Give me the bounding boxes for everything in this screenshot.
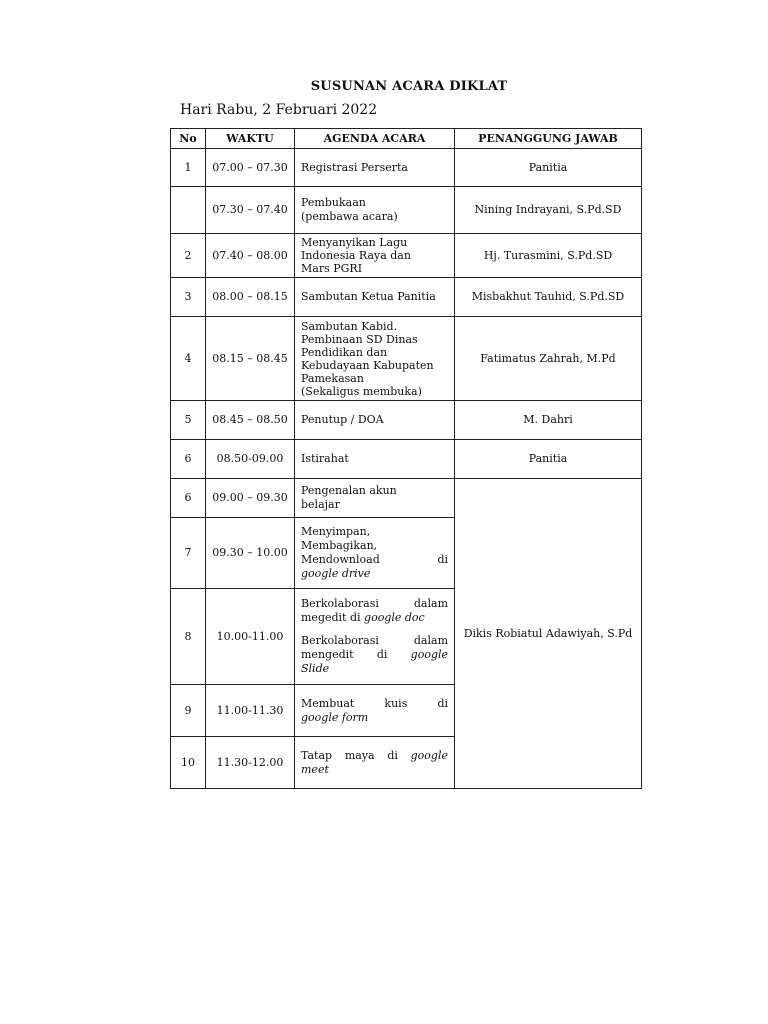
row-no: 3 [171,278,206,317]
agenda-line: Menyanyikan Lagu [301,236,408,249]
header-agenda: AGENDA ACARA [295,129,455,149]
header-pic: PENANGGUNG JAWAB [455,129,642,149]
row-agenda: Penutup / DOA [295,401,455,440]
agenda-word: Membuat [301,696,355,710]
document-date: Hari Rabu, 2 Februari 2022 [180,102,378,118]
row-no: 6 [171,440,206,479]
row-no [171,187,206,234]
row-agenda [295,589,455,685]
agenda-word: megedit di [301,611,365,624]
agenda-word: Berkolaborasi [301,597,379,610]
table-row [171,401,642,440]
agenda-line: Sambutan Kabid. [301,319,398,333]
agenda-line [301,634,448,648]
row-no: 4 [171,317,206,401]
agenda-line: Pembinaan SD Dinas [301,332,418,346]
row-time: 08.50-09.00 [206,440,295,479]
agenda-line [301,697,448,711]
document-title: SUSUNAN ACARA DIKLAT [310,79,508,94]
merged-pic-cell: Dikis Robiatul Adawiyah, S.Pd [455,479,642,789]
agenda-line-italic: meet [301,762,329,776]
table-row [171,317,642,401]
agenda-word-italic: google doc [364,611,425,624]
row-agenda [295,479,455,518]
agenda-line: Pembukaan [301,196,366,209]
agenda-line-italic: google form [301,710,369,724]
agenda-line: Menyimpan, [301,525,371,538]
agenda-word: di [437,553,448,566]
schedule-table [170,128,642,789]
agenda-word: maya [344,748,375,762]
agenda-line: (Sekaligus membuka) [301,384,422,398]
row-agenda: Istirahat [295,440,455,479]
table-row [171,187,642,234]
row-no: 6 [171,479,206,518]
table-row [171,479,642,518]
agenda-line [301,597,448,611]
agenda-line-italic: google drive [301,567,371,580]
row-time: 07.00 – 07.30 [206,149,295,187]
agenda-line [301,648,448,662]
row-time: 10.00-11.00 [206,589,295,685]
row-agenda: Sambutan Ketua Panitia [295,278,455,317]
agenda-line: Membagikan, [301,539,378,552]
agenda-line: Kebudayaan Kabupaten [301,358,434,372]
agenda-line: Pamekasan [301,371,364,385]
row-time: 08.45 – 08.50 [206,401,295,440]
row-time: 09.00 – 09.30 [206,479,295,518]
row-time: 11.00-11.30 [206,685,295,737]
row-time: 08.15 – 08.45 [206,317,295,401]
agenda-word: di [376,648,388,661]
row-pic: Panitia [455,440,642,479]
row-pic: M. Dahri [455,401,642,440]
header-no: No [171,129,206,149]
row-agenda: Registrasi Perserta [295,149,455,187]
row-agenda [295,518,455,589]
row-agenda [295,685,455,737]
table-header-row [171,129,642,149]
agenda-line: Pendidikan dan [301,345,388,359]
row-pic: Panitia [455,149,642,187]
header-time: WAKTU [206,129,295,149]
row-no: 5 [171,401,206,440]
row-pic: Hj. Turasmini, S.Pd.SD [455,234,642,278]
row-pic: Misbakhut Tauhid, S.Pd.SD [455,278,642,317]
row-no: 8 [171,589,206,685]
agenda-word: Berkolaborasi [301,634,379,647]
row-agenda [295,234,455,278]
table-row [171,278,642,317]
agenda-line: (pembawa acara) [301,210,398,223]
agenda-line: belajar [301,498,340,511]
row-pic: Nining Indrayani, S.Pd.SD [455,187,642,234]
agenda-line: Pengenalan akun [301,484,397,497]
table-row [171,440,642,479]
row-no: 7 [171,518,206,589]
agenda-word: Mendownload [301,553,380,566]
row-no: 9 [171,685,206,737]
row-time: 07.40 – 08.00 [206,234,295,278]
agenda-word: kuis [384,696,408,710]
row-agenda [295,737,455,789]
row-no: 10 [171,737,206,789]
row-time: 08.00 – 08.15 [206,278,295,317]
agenda-word: mengedit [301,648,354,661]
row-no: 1 [171,149,206,187]
row-time: 11.30-12.00 [206,737,295,789]
table-row [171,234,642,278]
row-time: 07.30 – 07.40 [206,187,295,234]
agenda-line [301,553,448,567]
row-no: 2 [171,234,206,278]
agenda-word: Tatap [301,748,333,762]
agenda-word: di [437,696,449,710]
table-row [171,149,642,187]
agenda-line-italic: Slide [301,662,330,675]
row-agenda [295,187,455,234]
agenda-word-italic: google [410,648,449,661]
agenda-word: dalam [413,634,448,647]
agenda-line [301,749,448,763]
row-pic: Fatimatus Zahrah, M.Pd [455,317,642,401]
agenda-word: dalam [413,597,448,610]
row-time: 09.30 – 10.00 [206,518,295,589]
agenda-word: di [387,748,398,762]
row-agenda [295,317,455,401]
agenda-line: Mars PGRI [301,262,363,275]
agenda-line: Indonesia Raya dan [301,249,411,262]
agenda-word-italic: google [410,748,448,762]
agenda-line [301,611,448,625]
